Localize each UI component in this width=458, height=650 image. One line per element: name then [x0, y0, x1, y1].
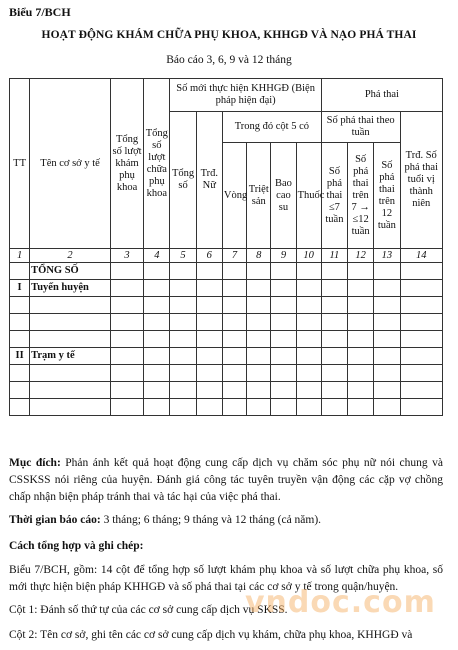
table-cell: [271, 399, 296, 416]
table-cell: [110, 297, 143, 314]
table-cell: [296, 365, 321, 382]
table-cell: [296, 297, 321, 314]
column-number: 7: [222, 249, 246, 263]
table-cell: [400, 382, 443, 399]
purpose-text: Phản ánh kết quả hoạt động cung cấp dịch vụ chăm sóc phụ nữ nói chung và CSSKSS nói riêng của huyện. Đánh giá công tác tuyên truyền vận động các cặp vợ chồng chấp nhận biện pháp tránh thai và tác hại của việc phá thai.: [9, 457, 443, 503]
table-cell: [321, 399, 347, 416]
table-cell: [196, 314, 222, 331]
table-cell: [348, 314, 374, 331]
column-number-row: [10, 249, 443, 263]
purpose-paragraph: [9, 455, 443, 506]
column-number: 13: [374, 249, 400, 263]
table-cell: [271, 297, 296, 314]
header-gt12: Số phá thai trên 12 tuần: [374, 143, 400, 249]
table-cell: [222, 297, 246, 314]
row-tt: [10, 314, 30, 331]
table-cell: [110, 365, 143, 382]
row-tt: [10, 399, 30, 416]
table-cell: [374, 280, 400, 297]
row-tt: [10, 297, 30, 314]
table-cell: [196, 331, 222, 348]
row-facility-name: [30, 399, 111, 416]
table-cell: [144, 263, 170, 280]
column-number: 10: [296, 249, 321, 263]
table-cell: [374, 331, 400, 348]
table-cell: [271, 263, 296, 280]
table-cell: [144, 348, 170, 365]
table-cell: [348, 297, 374, 314]
table-cell: [222, 399, 246, 416]
table-cell: [321, 297, 347, 314]
row-facility-name: [30, 331, 111, 348]
table-cell: [196, 297, 222, 314]
table-cell: [400, 280, 443, 297]
table-cell: [144, 297, 170, 314]
table-body: [10, 263, 443, 416]
header-of-col5: Trong đó cột 5 có: [222, 112, 321, 143]
table-cell: [296, 331, 321, 348]
column-number: 4: [144, 249, 170, 263]
column-number: 2: [30, 249, 111, 263]
row-tt: I: [10, 280, 30, 297]
table-cell: [400, 263, 443, 280]
header-khhgd-group: Số mới thực hiện KHHGĐ (Biện pháp hiện đại): [170, 79, 321, 112]
row-tt: [10, 382, 30, 399]
table-cell: [348, 348, 374, 365]
table-cell: [222, 263, 246, 280]
table-cell: [110, 314, 143, 331]
header-sterilization: Triệt sản: [247, 143, 271, 249]
table-cell: [296, 399, 321, 416]
table-cell: [196, 382, 222, 399]
row-tt: [10, 365, 30, 382]
column-number: 3: [110, 249, 143, 263]
row-facility-name: Tuyến huyện: [30, 280, 111, 297]
column-number: 14: [400, 249, 443, 263]
table-cell: [348, 399, 374, 416]
period-paragraph: [9, 512, 443, 529]
table-cell: [247, 263, 271, 280]
table-cell: [374, 382, 400, 399]
row-tt: II: [10, 348, 30, 365]
table-cell: [247, 331, 271, 348]
table-cell: [196, 399, 222, 416]
row-facility-name: [30, 382, 111, 399]
table-cell: [144, 314, 170, 331]
row-tt: [10, 331, 30, 348]
report-title: HOẠT ĐỘNG KHÁM CHỮA PHỤ KHOA, KHHGĐ VÀ NẠO PHÁ THAI: [41, 29, 417, 41]
table-cell: [170, 365, 196, 382]
table-cell: [222, 314, 246, 331]
table-cell: [170, 382, 196, 399]
table-cell: [247, 382, 271, 399]
table-cell: [247, 365, 271, 382]
table-cell: [321, 263, 347, 280]
header-female: Trđ. Nữ: [196, 112, 222, 249]
table-cell: [247, 314, 271, 331]
table-cell: [321, 280, 347, 297]
table-cell: [196, 365, 222, 382]
table-cell: [110, 331, 143, 348]
table-cell: [321, 382, 347, 399]
table-cell: [170, 314, 196, 331]
col2-paragraph: Cột 2: Tên cơ sở, ghi tên các cơ sở cung cấp dịch vụ khám, chữa phụ khoa, KHHGĐ và: [9, 629, 413, 641]
table-cell: [321, 365, 347, 382]
row-facility-name: [30, 297, 111, 314]
table-cell: [374, 365, 400, 382]
header-pill: Thuốc: [296, 143, 321, 249]
table-cell: [144, 331, 170, 348]
table-cell: [400, 348, 443, 365]
method-paragraph: Biểu 7/BCH, gồm: 14 cột để tổng hợp số lượt khám phụ khoa và số lượt chữa phụ khoa, số mới thực hiện biện pháp KHHGĐ và số phá thai tại các cơ sở y tế trong quận/huyện.: [9, 564, 443, 593]
header-tt: TT: [10, 79, 30, 249]
header-iud: Vòng: [222, 143, 246, 249]
table-cell: [348, 280, 374, 297]
table-cell: [271, 331, 296, 348]
table-cell: [296, 280, 321, 297]
row-tt: [10, 263, 30, 280]
table-cell: [144, 382, 170, 399]
table-cell: [170, 331, 196, 348]
table-cell: [110, 263, 143, 280]
row-facility-name: Trạm y tế: [30, 348, 111, 365]
table-cell: [348, 382, 374, 399]
table-row: [10, 314, 443, 331]
column-number: 9: [271, 249, 296, 263]
table-cell: [321, 331, 347, 348]
table-cell: [144, 365, 170, 382]
header-by-weeks: Số phá thai theo tuần: [321, 112, 400, 143]
table-cell: [170, 348, 196, 365]
table-cell: [348, 331, 374, 348]
table-row: [10, 280, 443, 297]
report-subtitle: Báo cáo 3, 6, 9 và 12 tháng: [166, 54, 292, 66]
table-cell: [170, 263, 196, 280]
period-label: Thời gian báo cáo:: [9, 514, 101, 526]
header-facility-name: Tên cơ sở y tế: [30, 79, 111, 249]
table-cell: [170, 399, 196, 416]
table-cell: [374, 399, 400, 416]
table-cell: [222, 348, 246, 365]
report-table: [9, 78, 443, 416]
table-cell: [271, 280, 296, 297]
table-cell: [144, 399, 170, 416]
column-number: 5: [170, 249, 196, 263]
table-cell: [271, 314, 296, 331]
row-facility-name: [30, 365, 111, 382]
table-cell: [196, 263, 222, 280]
table-cell: [110, 348, 143, 365]
header-7to12: Số phá thai trên 7 → ≤12 tuần: [348, 143, 374, 249]
table-cell: [110, 382, 143, 399]
column-number: 1: [10, 249, 30, 263]
row-facility-name: [30, 314, 111, 331]
table-cell: [400, 297, 443, 314]
table-cell: [400, 314, 443, 331]
form-code: Biểu 7/BCH: [9, 5, 71, 19]
table-cell: [321, 314, 347, 331]
header-condom: Bao cao su: [271, 143, 296, 249]
header-abortion-group: Phá thai: [321, 79, 442, 112]
method-heading: Cách tổng hợp và ghi chép:: [9, 540, 144, 552]
table-cell: [196, 280, 222, 297]
table-cell: [271, 348, 296, 365]
table-cell: [321, 348, 347, 365]
table-cell: [222, 365, 246, 382]
table-cell: [110, 280, 143, 297]
column-number: 6: [196, 249, 222, 263]
table-cell: [374, 348, 400, 365]
header-le7: Số phá thai ≤7 tuần: [321, 143, 347, 249]
table-cell: [222, 382, 246, 399]
table-cell: [374, 263, 400, 280]
table-cell: [222, 280, 246, 297]
row-facility-name: TỔNG SỐ: [30, 263, 111, 280]
table-cell: [170, 297, 196, 314]
table-cell: [222, 331, 246, 348]
table-cell: [348, 365, 374, 382]
column-number: 8: [247, 249, 271, 263]
table-cell: [247, 280, 271, 297]
table-row: [10, 382, 443, 399]
purpose-label: Mục đích:: [9, 457, 61, 469]
table-row: [10, 263, 443, 280]
table-row: [10, 399, 443, 416]
table-cell: [247, 348, 271, 365]
table-cell: [170, 280, 196, 297]
table-cell: [144, 280, 170, 297]
table-cell: [348, 263, 374, 280]
period-text: 3 tháng; 6 tháng; 9 tháng và 12 tháng (cả năm).: [100, 514, 322, 526]
table-cell: [296, 382, 321, 399]
table-row: [10, 348, 443, 365]
table-cell: [271, 365, 296, 382]
table-cell: [296, 314, 321, 331]
table-cell: [247, 399, 271, 416]
table-cell: [400, 331, 443, 348]
table-cell: [110, 399, 143, 416]
header-total: Tổng số: [170, 112, 196, 249]
column-number: 11: [321, 249, 347, 263]
table-cell: [374, 297, 400, 314]
table-row: [10, 365, 443, 382]
header-adolescent: Trđ. Số phá thai tuổi vị thành niên: [400, 112, 443, 249]
col1-paragraph: Cột 1: Đánh số thứ tự của các cơ sở cung cấp dịch vụ SKSS.: [9, 604, 288, 616]
column-number: 12: [348, 249, 374, 263]
table-cell: [400, 365, 443, 382]
header-treatments: Tổng số lượt chữa phụ khoa: [144, 79, 170, 249]
table-cell: [296, 348, 321, 365]
table-cell: [271, 382, 296, 399]
watermark-logo: vndoc.com: [245, 585, 436, 620]
table-cell: [196, 348, 222, 365]
table-cell: [374, 314, 400, 331]
table-cell: [296, 263, 321, 280]
table-cell: [247, 297, 271, 314]
table-cell: [400, 399, 443, 416]
table-row: [10, 297, 443, 314]
header-visits: Tổng số lượt khám phụ khoa: [110, 79, 143, 249]
table-row: [10, 331, 443, 348]
